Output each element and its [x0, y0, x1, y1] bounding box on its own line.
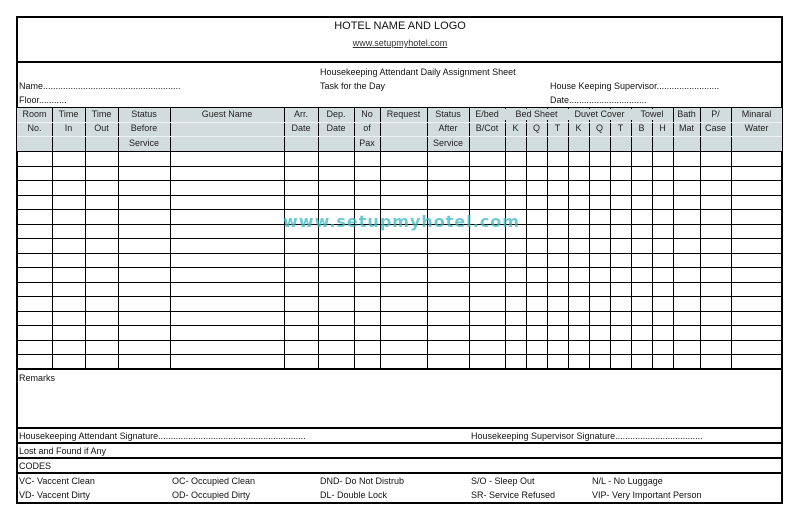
table-row[interactable]	[17, 283, 782, 297]
code-item: OC- Occupied Clean	[172, 476, 256, 486]
column-header-room: No.	[27, 123, 42, 134]
supervisor-field[interactable]: House Keeping Supervisor.........................	[550, 81, 720, 91]
table-row[interactable]	[17, 268, 782, 282]
signature-divider	[16, 442, 783, 444]
codes-divider	[16, 472, 783, 474]
column-header-duvet-q: Q	[595, 123, 603, 134]
row-divider	[17, 340, 782, 341]
table-row[interactable]	[17, 355, 782, 369]
column-header-mineral-water: Minaral	[741, 109, 772, 119]
column-header-dep-date: Dep.	[326, 109, 346, 119]
column-header-status-after: After	[438, 123, 458, 134]
column-header-duvet-t: T	[617, 123, 624, 134]
name-field[interactable]: Name.......................................................	[19, 81, 181, 91]
row-divider	[17, 180, 782, 181]
remarks-area[interactable]	[17, 385, 782, 427]
remarks-label: Remarks	[19, 373, 56, 383]
table-row[interactable]	[17, 297, 782, 311]
supervisor-signature-field[interactable]: Housekeeping Supervisor Signature...................................	[471, 431, 703, 441]
column-header-p-case: Case	[704, 123, 726, 134]
column-header-duvet-k: K	[575, 123, 582, 134]
row-divider	[17, 282, 782, 283]
hotel-website-link[interactable]: www.setupmyhotel.com	[352, 38, 448, 48]
lost-and-found-field[interactable]: Lost and Found if Any	[19, 446, 107, 456]
code-item: OD- Occupied Dirty	[172, 490, 251, 500]
code-item: DL- Double Lock	[320, 490, 388, 500]
column-header-towel-h: H	[659, 123, 666, 134]
watermark: www.setupmyhotel.com	[283, 212, 520, 231]
row-divider	[17, 296, 782, 297]
column-header-towel-b: B	[638, 123, 645, 134]
column-header-request: Request	[386, 109, 421, 119]
lost-found-divider	[16, 457, 783, 459]
table-row[interactable]	[17, 152, 782, 166]
row-divider	[17, 166, 782, 167]
column-header-status-after: Status	[435, 109, 461, 119]
table-row[interactable]	[17, 196, 782, 210]
group-header-towel: Towel	[631, 109, 673, 120]
column-header-ebed: E/bed	[475, 109, 499, 119]
codes-heading: CODES	[19, 461, 52, 471]
header-divider	[16, 61, 783, 63]
column-header-bed-sheet-t: T	[554, 123, 561, 134]
column-header-arr-date: Arr.	[293, 109, 308, 119]
column-header-no-of-pax: Pax	[359, 137, 375, 148]
column-header-time-out: Time	[91, 109, 112, 119]
code-item: SR- Service Refused	[471, 490, 556, 500]
row-divider	[17, 209, 782, 210]
column-header-no-of-pax: No	[361, 109, 373, 119]
column-header-status-after: Service	[432, 137, 463, 148]
table-row[interactable]	[17, 326, 782, 340]
column-header-bath-mat: Mat	[678, 123, 694, 134]
column-header-status-before: Status	[131, 109, 157, 119]
table-row[interactable]	[17, 181, 782, 195]
row-divider	[17, 253, 782, 254]
column-header-time-in: Time	[58, 109, 79, 119]
column-header-arr-date: Date	[291, 123, 311, 134]
column-header-guest-name: Guest Name	[201, 109, 253, 119]
column-header-p-case: P/	[711, 109, 720, 119]
table-row[interactable]	[17, 312, 782, 326]
column-header-bed-sheet-k: K	[512, 123, 519, 134]
group-header-bed-sheet: Bed Sheet	[505, 109, 568, 120]
column-header-status-before: Before	[130, 123, 158, 134]
column-header-ebed: B/Cot	[475, 123, 499, 134]
attendant-signature-field[interactable]: Housekeeping Attendant Signature...........................................................	[19, 431, 306, 441]
code-item: S/O - Sleep Out	[471, 476, 535, 486]
row-divider	[17, 267, 782, 268]
row-divider	[17, 195, 782, 196]
group-header-duvet-cover: Duvet Cover	[568, 109, 631, 120]
column-header-no-of-pax: of	[363, 123, 371, 134]
date-field[interactable]: Date...............................	[550, 95, 647, 105]
sheet-title: Housekeeping Attendant Daily Assignment Sheet	[320, 67, 516, 77]
remarks-divider	[16, 427, 783, 429]
hotel-title: HOTEL NAME AND LOGO	[334, 20, 466, 32]
code-item: VIP- Very Important Person	[592, 490, 702, 500]
table-row[interactable]	[17, 167, 782, 181]
table-row[interactable]	[17, 254, 782, 268]
row-divider	[17, 325, 782, 326]
table-bottom-border	[16, 368, 783, 370]
row-divider	[17, 311, 782, 312]
code-item: VC- Vaccent Clean	[19, 476, 95, 486]
code-item: DND- Do Not Distrub	[320, 476, 405, 486]
code-item: VD- Vaccent Dirty	[19, 490, 90, 500]
column-header-bed-sheet-q: Q	[532, 123, 540, 134]
column-header-dep-date: Date	[326, 123, 346, 134]
column-header-time-out: Out	[94, 123, 109, 134]
code-item: N/L - No Luggage	[592, 476, 663, 486]
column-header-room: Room	[22, 109, 47, 119]
table-row[interactable]	[17, 341, 782, 355]
table-row[interactable]	[17, 239, 782, 253]
task-for-the-day-label: Task for the Day	[320, 81, 386, 91]
column-header-status-before: Service	[128, 137, 159, 148]
floor-field[interactable]: Floor...........	[19, 95, 67, 105]
column-header-time-in: In	[64, 123, 73, 134]
row-divider	[17, 238, 782, 239]
column-header-bath-mat: Bath	[677, 109, 696, 119]
column-header-mineral-water: Water	[744, 123, 769, 134]
row-divider	[17, 354, 782, 355]
